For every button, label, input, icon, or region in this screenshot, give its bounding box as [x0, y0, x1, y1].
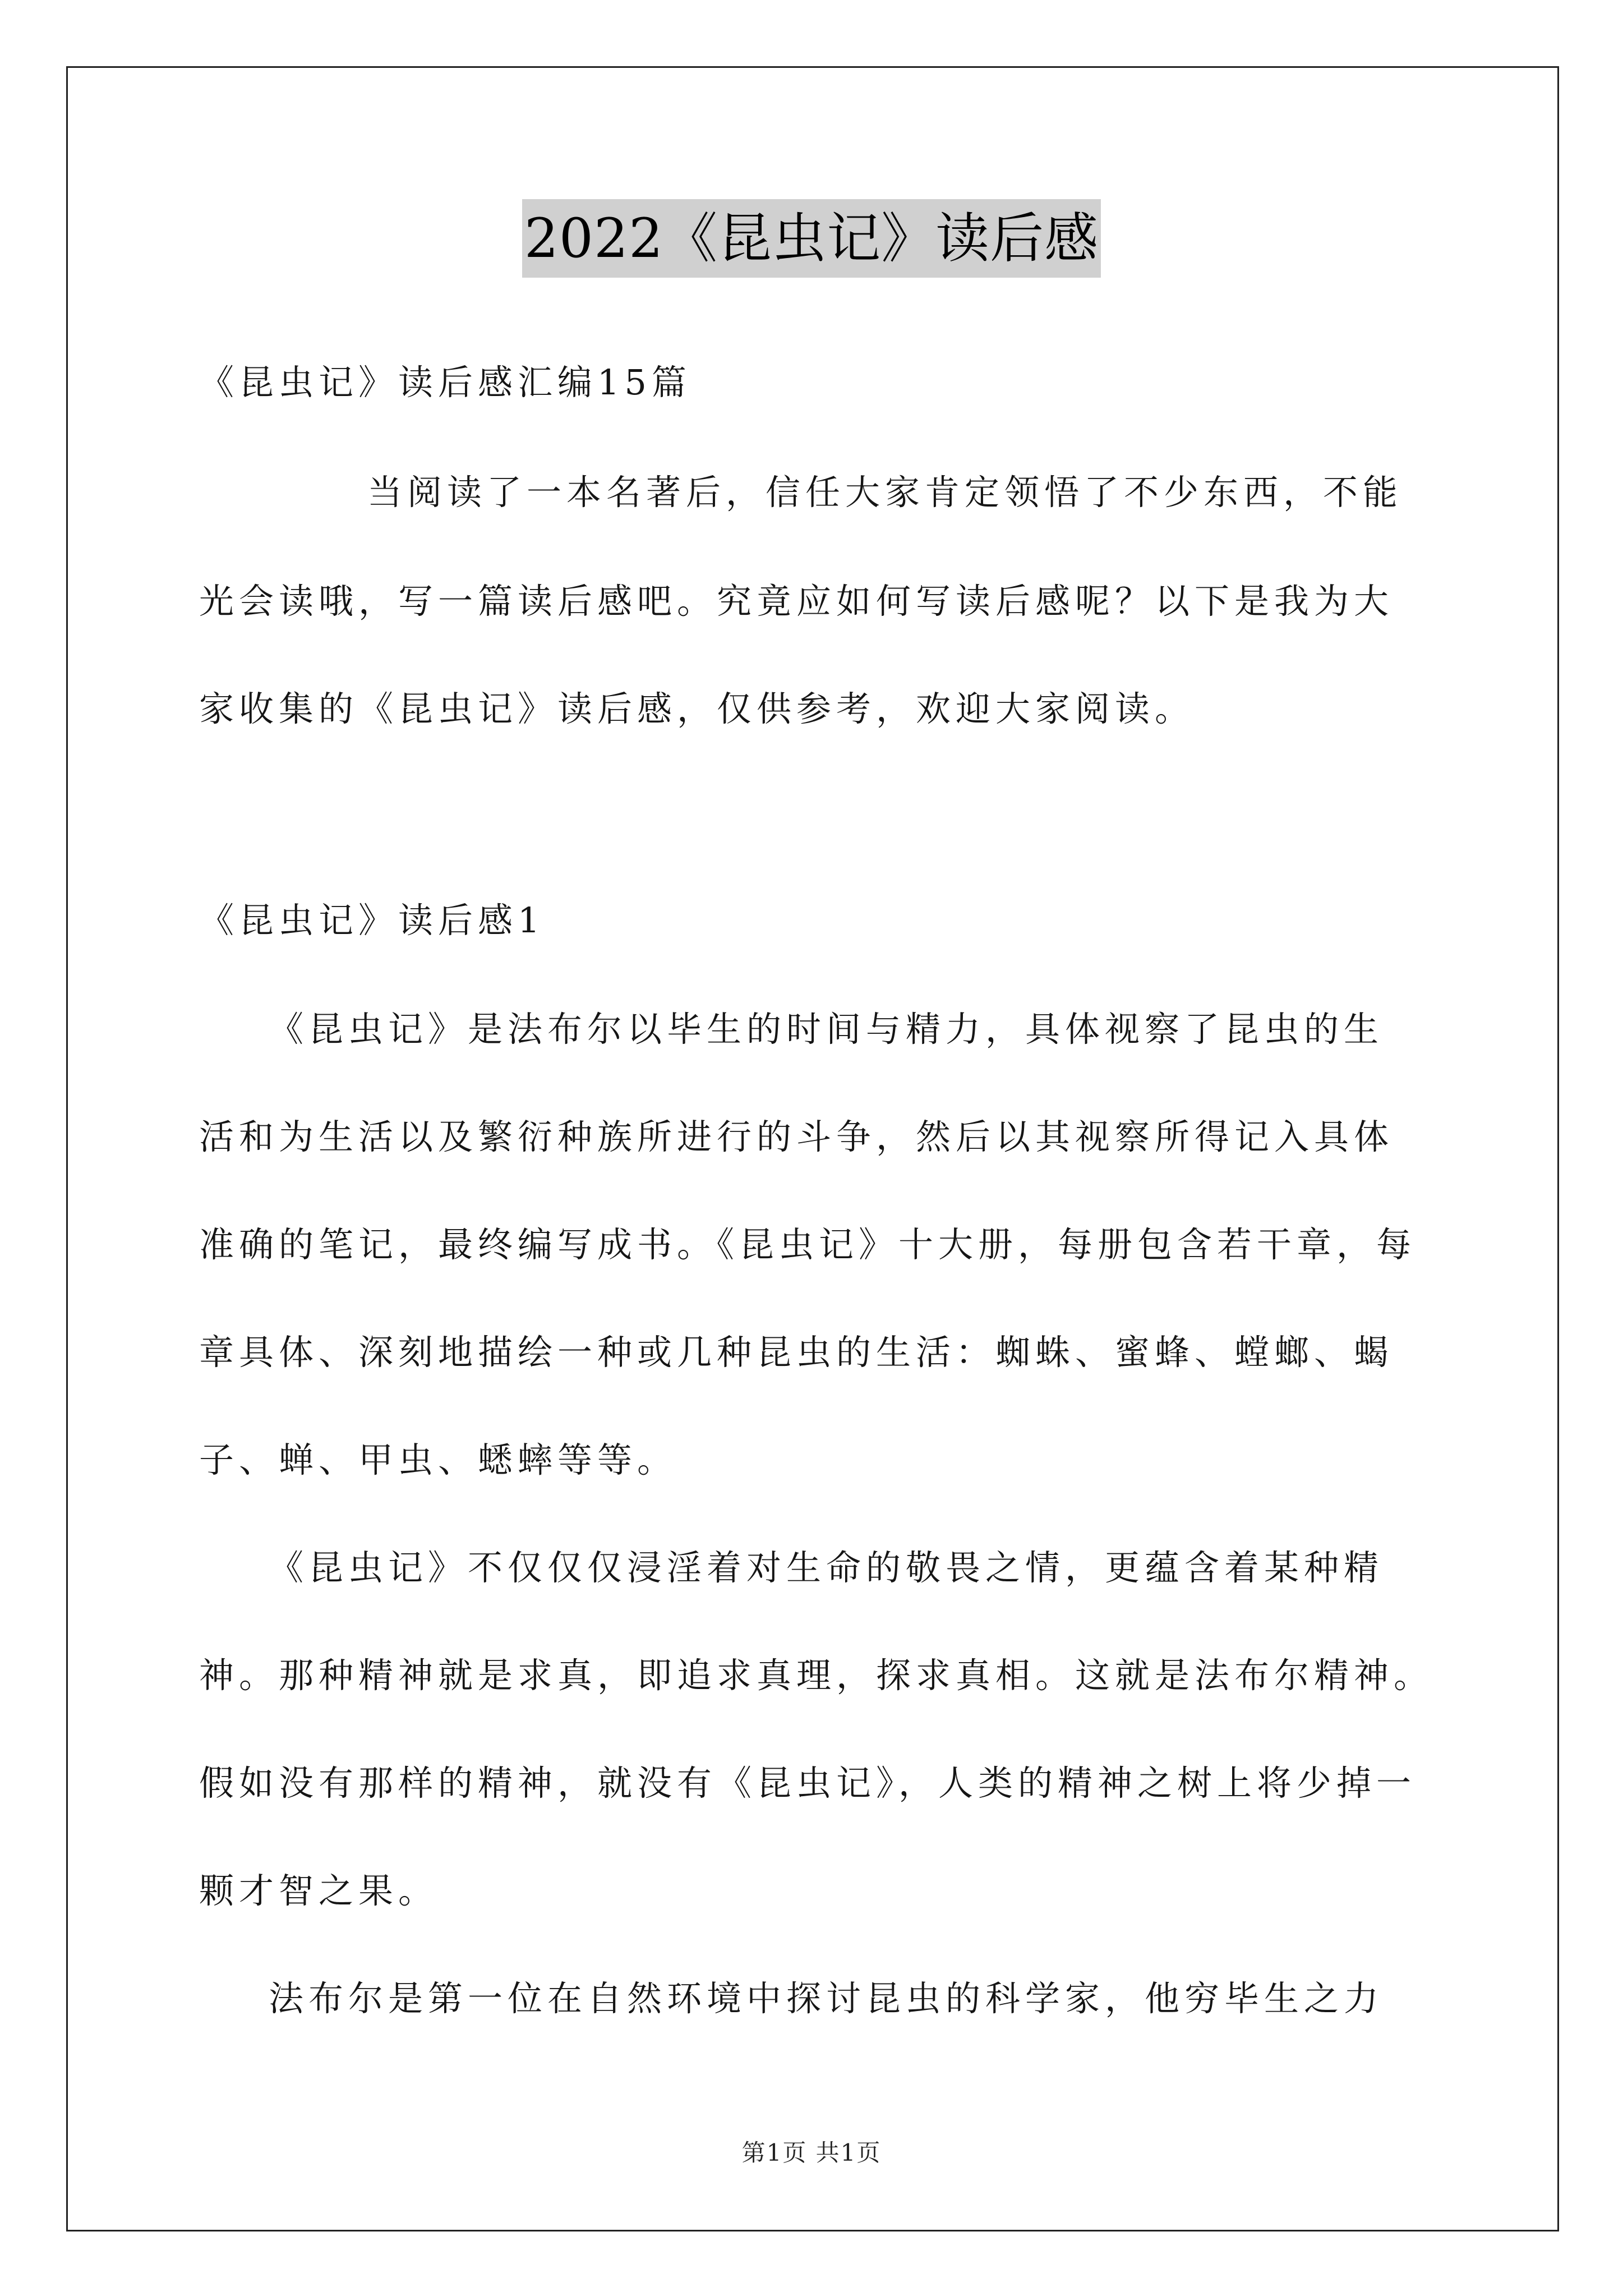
paragraph-line: 神。那种精神就是求真，即追求真理，探求真相。这就是法布尔精神。	[199, 1655, 1434, 1696]
page-footer: 第1页 共1页	[741, 2139, 882, 2166]
paragraph-line: 子、蝉、甲虫、蟋蟀等等。	[199, 1439, 677, 1480]
title-container	[0, 199, 1623, 278]
intro-line: 光会读哦，写一篇读后感吧。究竟应如何写读后感呢？以下是我为大	[199, 581, 1394, 622]
intro-line: 家收集的《昆虫记》读后感，仅供参考，欢迎大家阅读。	[199, 688, 1195, 729]
section-heading: 《昆虫记》读后感1	[199, 900, 545, 941]
paragraph-line: 颗才智之果。	[199, 1870, 439, 1911]
intro-line: 当阅读了一本名著后，信任大家肯定领悟了不少东西，不能	[367, 472, 1403, 513]
paragraph-line: 假如没有那样的精神，就没有《昆虫记》，人类的精神之树上将少掉一	[199, 1763, 1417, 1803]
document-title: 2022《昆虫记》读后感	[522, 199, 1101, 278]
paragraph-line: 活和为生活以及繁衍种族所进行的斗争，然后以其视察所得记入具体	[199, 1116, 1394, 1157]
paragraph-line: 章具体、深刻地描绘一种或几种昆虫的生活：蜘蛛、蜜蜂、螳螂、蝎	[199, 1332, 1394, 1373]
paragraph-line: 《昆虫记》不仅仅仅浸淫着对生命的敬畏之情，更蕴含着某种精	[269, 1547, 1384, 1588]
document-subtitle: 《昆虫记》读后感汇编15篇	[199, 362, 691, 403]
paragraph-line: 法布尔是第一位在自然环境中探讨昆虫的科学家，他穷毕生之力	[269, 1978, 1384, 2019]
paragraph-line: 《昆虫记》是法布尔以毕生的时间与精力，具体视察了昆虫的生	[269, 1009, 1384, 1050]
paragraph-line: 准确的笔记，最终编写成书。《昆虫记》十大册，每册包含若干章，每	[199, 1224, 1417, 1265]
